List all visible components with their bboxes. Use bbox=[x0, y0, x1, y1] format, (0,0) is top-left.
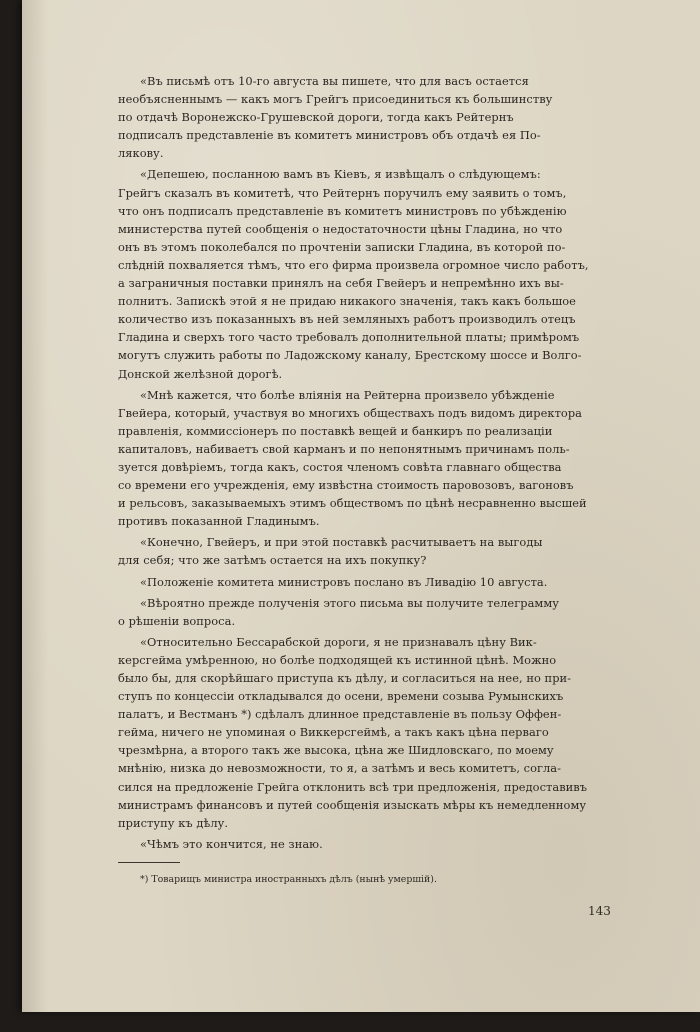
paragraph-1: «Въ письмѣ отъ 10-го августа вы пишете, что для васъ остается необъясненнымъ — какъ могъ Грейгъ присоединиться къ большинству по отдачѣ Воронежско-Грушевской дороги, тогда какъ Рейтернъ подписалъ представленіе въ комитетъ министровъ объ отдачѣ ея По- лякову. bbox=[118, 74, 553, 161]
paragraph-6: «Вѣроятно прежде полученія этого письма вы получите телеграмму о рѣшеніи вопроса. bbox=[118, 595, 559, 628]
footnote-rule bbox=[118, 862, 180, 863]
footnote: *) Товарищъ министра иностранныхъ дѣлъ (нынѣ умершій). bbox=[140, 874, 437, 885]
paragraph-5: «Положеніе комитета министровъ послано въ Ливадію 10 августа. bbox=[140, 574, 548, 589]
main-text bbox=[118, 72, 618, 856]
paragraph-7: «Относительно Бессарабской дороги, я не признавалъ цѣну Вик- керсгейма умѣренною, но болѣе подходящей къ истинной цѣнѣ. Можно было бы, для скорѣйшаго приступа къ дѣлу, и согласиться на нее, но при- ступъ по концессіи откладывался до осени, времени созыва Румынскихъ палатъ, и Вестманъ *) сдѣлалъ длинное представленіе въ пользу Оффен- гейма, ничего не упоминая о Виккерсгеймѣ, а такъ какъ цѣна перваго чрезмѣрна, а второго такъ же высока, цѣна же Шидловскаго, по моему мнѣнію, низка до невозможности, то я, а затѣмъ и весь комитетъ, согла- сился на предложеніе Грейга отклонить всѣ три предложенія, предоставивъ министрамъ финансовъ и путей сообщенія изыскать мѣры къ немедленному приступу къ дѣлу. bbox=[118, 634, 588, 830]
paragraph-8: «Чѣмъ это кончится, не знаю. bbox=[140, 836, 323, 851]
paragraph-4: «Конечно, Гвейеръ, и при этой поставкѣ расчитываетъ на выгоды для себя; что же затѣмъ остается на ихъ покупку? bbox=[118, 535, 543, 568]
paragraph-3: «Мнѣ кажется, что болѣе вліянія на Рейтерна произвело убѣжденіе Гвейера, который, участвуя во многихъ обществахъ подъ видомъ директора правленія, коммиссіонеръ по поставкѣ вещей и банкиръ по реализаціи капиталовъ, набиваетъ свой карманъ и по непонятнымъ причинамъ поль- зуется довѣріемъ, тогда какъ, состоя членомъ совѣта главнаго общества со времени его учрежденія, ему извѣстна стоимость паровозовъ, вагоновъ и рельсовъ, заказываемыхъ этимъ обществомъ по цѣнѣ несравненно высшей противъ показанной Гладинымъ. bbox=[118, 387, 587, 529]
paragraph-2: «Депешею, посланною вамъ въ Кіевъ, я извѣщалъ о слѣдующемъ: Грейгъ сказалъ въ комитетѣ, что Рейтернъ поручилъ ему заявить о томъ, что онъ подписалъ представленіе въ комитетъ министровъ по убѣжденію министерства путей сообщенія о недостаточности цѣны Гладина, но что онъ въ этомъ поколебался по прочтеніи записки Гладина, въ которой по- слѣдній похваляется тѣмъ, что его фирма произвела огромное число работъ, а заграничныя поставки принялъ на себя Гвейеръ и непремѣнно ихъ вы- полнитъ. Запискѣ этой я не придаю никакого значенія, такъ какъ большое количество изъ показанныхъ въ ней земляныхъ работъ производилъ отецъ Гладина и сверхъ того часто требовалъ дополнительной платы; примѣромъ могутъ служить работы по Ладожскому каналу, Брестскому шоссе и Волго- Донской желѣзной дорогѣ. bbox=[118, 167, 589, 381]
page-number: 143 bbox=[588, 904, 611, 918]
